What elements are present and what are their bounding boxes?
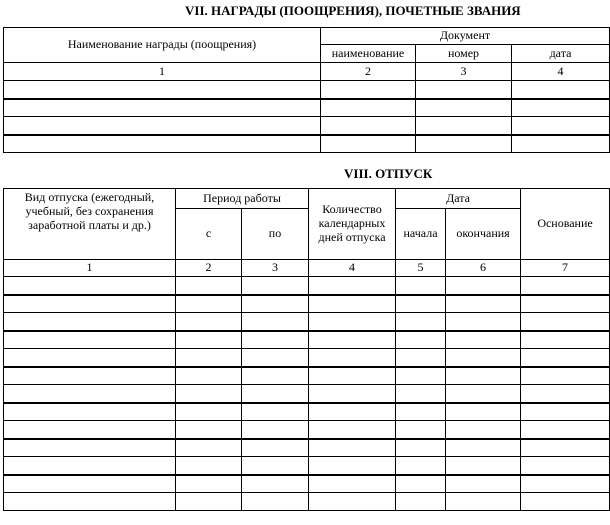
document-number-header: номер xyxy=(416,45,512,63)
award-row xyxy=(4,135,610,153)
basis-header: Основание xyxy=(521,189,610,260)
leave-cell[interactable] xyxy=(176,331,242,349)
leave-row xyxy=(4,475,610,493)
leave-cell[interactable] xyxy=(396,349,446,367)
leave-cell[interactable] xyxy=(521,385,610,403)
leave-cell[interactable] xyxy=(309,349,396,367)
leave-cell[interactable] xyxy=(521,475,610,493)
award-name-header: Наименование награды (поощрения) xyxy=(4,28,321,63)
leave-row xyxy=(4,313,610,331)
awards-table xyxy=(3,27,610,153)
leave-cell[interactable] xyxy=(4,493,176,511)
column-number: 4 xyxy=(512,63,610,81)
document-header: Документ xyxy=(321,28,610,45)
award-cell[interactable] xyxy=(321,135,416,153)
leave-cell[interactable] xyxy=(242,475,309,493)
leave-cell[interactable] xyxy=(309,295,396,313)
leave-cell[interactable] xyxy=(521,313,610,331)
leave-cell[interactable] xyxy=(521,493,610,511)
leave-cell[interactable] xyxy=(446,475,521,493)
leave-row xyxy=(4,439,610,457)
leave-cell[interactable] xyxy=(242,313,309,331)
leave-cell[interactable] xyxy=(4,295,176,313)
award-row xyxy=(4,117,610,135)
work-period-header: Период работы xyxy=(176,189,309,209)
award-cell[interactable] xyxy=(321,117,416,135)
leave-row xyxy=(4,421,610,439)
leave-type-header: Вид отпуска (ежегодный, учебный, без сохранения заработной платы и др.) xyxy=(4,189,176,260)
awards-section-title: VII. НАГРАДЫ (ПООЩРЕНИЯ), ПОЧЕТНЫЕ ЗВАНИЯ xyxy=(185,3,521,18)
award-cell[interactable] xyxy=(416,135,512,153)
leave-cell[interactable] xyxy=(176,295,242,313)
leave-cell[interactable] xyxy=(176,313,242,331)
award-cell[interactable] xyxy=(416,99,512,117)
leave-cell[interactable] xyxy=(4,439,176,457)
leave-cell[interactable] xyxy=(242,439,309,457)
leave-cell[interactable] xyxy=(446,421,521,439)
leave-cell[interactable] xyxy=(521,421,610,439)
period-to-header: по xyxy=(242,209,309,260)
leave-row xyxy=(4,349,610,367)
leave-cell[interactable] xyxy=(521,277,610,295)
leave-row xyxy=(4,367,610,385)
column-number: 5 xyxy=(396,260,446,277)
column-number: 2 xyxy=(321,63,416,81)
leave-cell[interactable] xyxy=(176,457,242,475)
column-number: 1 xyxy=(4,260,176,277)
leave-cell[interactable] xyxy=(309,457,396,475)
leave-cell[interactable] xyxy=(176,421,242,439)
leave-cell[interactable] xyxy=(521,367,610,385)
leave-cell[interactable] xyxy=(309,367,396,385)
leave-cell[interactable] xyxy=(446,403,521,421)
leave-cell[interactable] xyxy=(521,403,610,421)
leave-cell[interactable] xyxy=(242,457,309,475)
days-count-header: Количество календарных дней отпуска xyxy=(309,189,396,260)
leave-cell[interactable] xyxy=(396,421,446,439)
date-start-header: начала xyxy=(396,209,446,260)
leave-cell[interactable] xyxy=(242,367,309,385)
leave-cell[interactable] xyxy=(309,493,396,511)
award-cell[interactable] xyxy=(4,117,321,135)
column-number: 1 xyxy=(4,63,321,81)
leave-cell[interactable] xyxy=(242,349,309,367)
leave-cell[interactable] xyxy=(4,457,176,475)
leave-cell[interactable] xyxy=(309,475,396,493)
leave-cell[interactable] xyxy=(242,331,309,349)
award-row xyxy=(4,99,610,117)
leave-cell[interactable] xyxy=(242,493,309,511)
leave-cell[interactable] xyxy=(521,349,610,367)
leave-cell[interactable] xyxy=(176,277,242,295)
leave-cell[interactable] xyxy=(242,421,309,439)
column-number: 4 xyxy=(309,260,396,277)
award-cell[interactable] xyxy=(512,117,610,135)
document-name-header: наименование xyxy=(321,45,416,63)
leave-table xyxy=(3,188,610,511)
leave-cell[interactable] xyxy=(309,331,396,349)
award-cell[interactable] xyxy=(321,99,416,117)
leave-cell[interactable] xyxy=(176,475,242,493)
leave-cell[interactable] xyxy=(4,475,176,493)
leave-cell[interactable] xyxy=(521,295,610,313)
leave-row xyxy=(4,295,610,313)
leave-cell[interactable] xyxy=(446,457,521,475)
leave-cell[interactable] xyxy=(521,439,610,457)
leave-cell[interactable] xyxy=(309,421,396,439)
leave-row xyxy=(4,403,610,421)
leave-cell[interactable] xyxy=(396,277,446,295)
leave-cell[interactable] xyxy=(396,331,446,349)
leave-cell[interactable] xyxy=(242,385,309,403)
column-number: 3 xyxy=(242,260,309,277)
leave-cell[interactable] xyxy=(176,493,242,511)
leave-cell[interactable] xyxy=(396,385,446,403)
leave-cell[interactable] xyxy=(396,403,446,421)
award-cell[interactable] xyxy=(4,81,321,99)
leave-cell[interactable] xyxy=(4,367,176,385)
leave-row xyxy=(4,385,610,403)
leave-cell[interactable] xyxy=(4,331,176,349)
leave-cell[interactable] xyxy=(396,475,446,493)
leave-cell[interactable] xyxy=(4,349,176,367)
leave-row xyxy=(4,493,610,511)
leave-cell[interactable] xyxy=(446,277,521,295)
leave-cell[interactable] xyxy=(396,367,446,385)
leave-cell[interactable] xyxy=(309,313,396,331)
leave-cell[interactable] xyxy=(396,439,446,457)
leave-cell[interactable] xyxy=(242,295,309,313)
award-row xyxy=(4,81,610,99)
leave-cell[interactable] xyxy=(176,403,242,421)
award-cell[interactable] xyxy=(512,135,610,153)
leave-cell[interactable] xyxy=(446,349,521,367)
leave-cell[interactable] xyxy=(309,277,396,295)
column-number: 7 xyxy=(521,260,610,277)
leave-cell[interactable] xyxy=(242,403,309,421)
leave-row xyxy=(4,457,610,475)
leave-cell[interactable] xyxy=(176,367,242,385)
award-cell[interactable] xyxy=(321,81,416,99)
column-number: 6 xyxy=(446,260,521,277)
leave-cell[interactable] xyxy=(242,277,309,295)
leave-cell[interactable] xyxy=(446,313,521,331)
leave-cell[interactable] xyxy=(446,331,521,349)
leave-cell[interactable] xyxy=(176,439,242,457)
award-cell[interactable] xyxy=(416,117,512,135)
award-cell[interactable] xyxy=(4,135,321,153)
leave-cell[interactable] xyxy=(446,385,521,403)
leave-cell[interactable] xyxy=(396,493,446,511)
leave-cell[interactable] xyxy=(4,277,176,295)
period-from-header: с xyxy=(176,209,242,260)
leave-cell[interactable] xyxy=(446,439,521,457)
date-header: Дата xyxy=(396,189,521,209)
leave-row xyxy=(4,277,610,295)
leave-cell[interactable] xyxy=(4,385,176,403)
leave-cell[interactable] xyxy=(521,331,610,349)
award-cell[interactable] xyxy=(512,81,610,99)
award-cell[interactable] xyxy=(416,81,512,99)
leave-cell[interactable] xyxy=(521,457,610,475)
document-date-header: дата xyxy=(512,45,610,63)
leave-cell[interactable] xyxy=(396,295,446,313)
leave-body xyxy=(4,277,610,511)
leave-cell[interactable] xyxy=(4,403,176,421)
leave-cell[interactable] xyxy=(446,493,521,511)
leave-cell[interactable] xyxy=(4,313,176,331)
leave-cell[interactable] xyxy=(446,367,521,385)
date-end-header: окончания xyxy=(446,209,521,260)
leave-cell[interactable] xyxy=(176,385,242,403)
awards-body xyxy=(4,81,610,153)
leave-cell[interactable] xyxy=(396,313,446,331)
leave-cell[interactable] xyxy=(309,403,396,421)
column-number: 3 xyxy=(416,63,512,81)
leave-cell[interactable] xyxy=(309,439,396,457)
leave-cell[interactable] xyxy=(4,421,176,439)
award-cell[interactable] xyxy=(4,99,321,117)
leave-cell[interactable] xyxy=(396,457,446,475)
leave-cell[interactable] xyxy=(446,295,521,313)
leave-cell[interactable] xyxy=(309,385,396,403)
leave-row xyxy=(4,331,610,349)
column-number: 2 xyxy=(176,260,242,277)
leave-section-title: VIII. ОТПУСК xyxy=(344,166,433,181)
award-cell[interactable] xyxy=(512,99,610,117)
leave-cell[interactable] xyxy=(176,349,242,367)
